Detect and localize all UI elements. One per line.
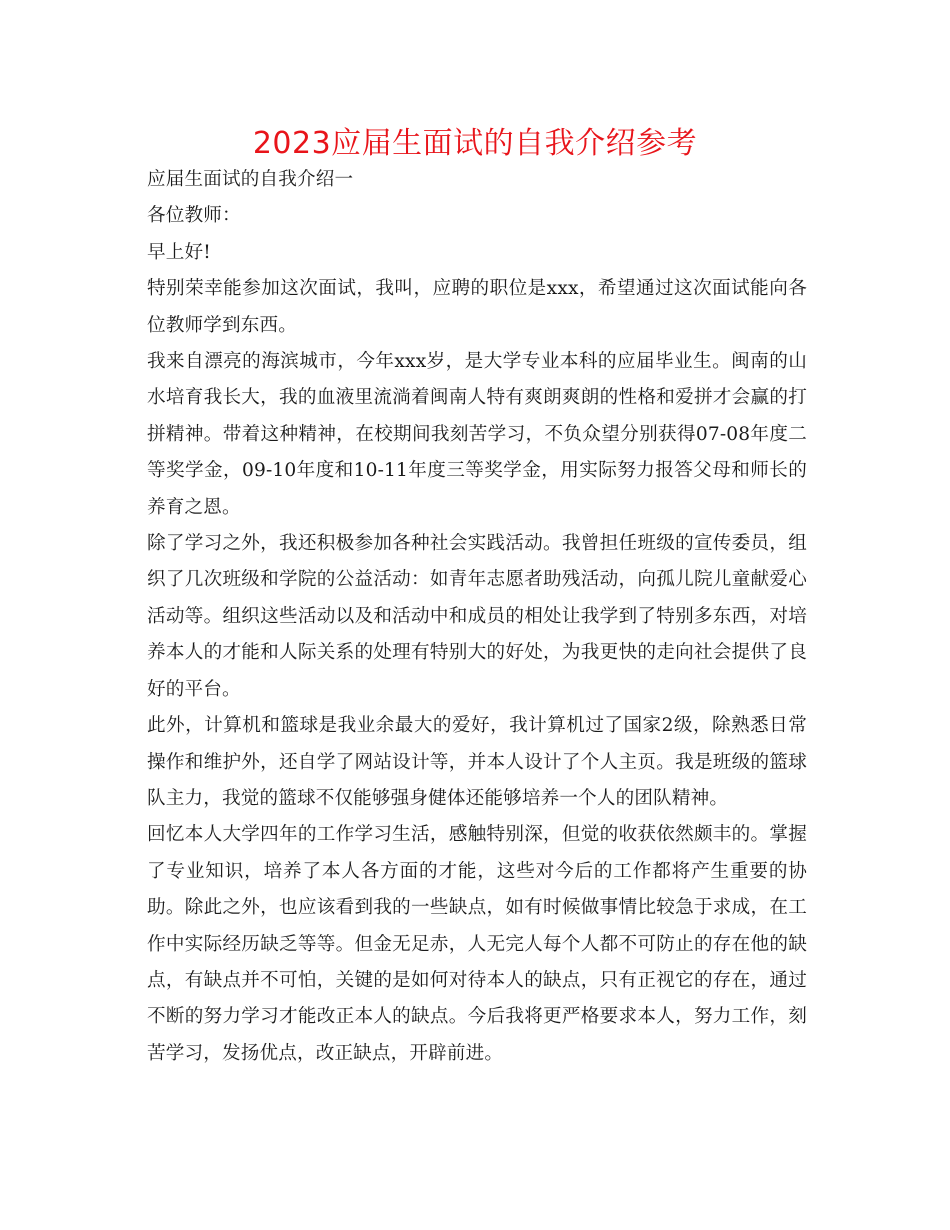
document-title: 2023应届生面试的自我介绍参考 [252, 126, 698, 161]
paragraph-hobbies: 此外，计算机和篮球是我业余最大的爱好，我计算机过了国家2级，除熟悉日常操作和维护外，还自学了网站设计等，并本人设计了个人主页。我是班级的篮球队主力，我觉的篮球不仅能够强身健体还能够培养一个人的团队精神。 [147, 715, 807, 809]
paragraph-reflection: 回忆本人大学四年的工作学习生活，感触特别深，但觉的收获依然颇丰的。掌握了专业知识，培养了本人各方面的才能，这些对今后的工作都将产生重要的协助。除此之外，也应该看到我的一些缺点，如有时候做事情比较急于求成，在工作中实际经历缺乏等等。但金无足赤，人无完人每个人都不可防止的存在他的缺点，有缺点并不可怕，关键的是如何对待本人的缺点，只有正视它的存在，通过不断的努力学习才能改正本人的缺点。今后我将更严格要求本人，努力工作，刻苦学习，发扬优点，改正缺点，开辟前进。 [147, 824, 807, 1064]
paragraph-intro: 特别荣幸能参加这次面试，我叫，应聘的职位是xxx，希望通过这次面试能向各位教师学到东西。 [147, 278, 807, 336]
section-heading: 应届生面试的自我介绍一 [147, 169, 354, 190]
document-body [147, 162, 807, 1072]
greeting-salutation: 各位教师： [147, 205, 241, 227]
paragraph-background: 我来自漂亮的海滨城市，今年xxx岁，是大学专业本科的应届毕业生。闽南的山水培育我长大，我的血液里流淌着闽南人特有爽朗爽朗的性格和爱拼才会赢的打拼精神。带着这种精神，在校期间我刻苦学习，不负众望分别获得07-08年度二等奖学金，09-10年度和10-11年度三等奖学金，用实际努力报答父母和师长的养育之恩。 [147, 351, 807, 518]
greeting-morning: 早上好! [147, 241, 211, 263]
paragraph-activities: 除了学习之外，我还积极参加各种社会实践活动。我曾担任班级的宣传委员，组织了几次班级和学院的公益活动：如青年志愿者助残活动，向孤儿院儿童献爱心活动等。组织这些活动以及和活动中和成员的相处让我学到了特别多东西，对培养本人的才能和人际关系的处理有特别大的好处，为我更快的走向社会提供了良好的平台。 [147, 533, 807, 700]
